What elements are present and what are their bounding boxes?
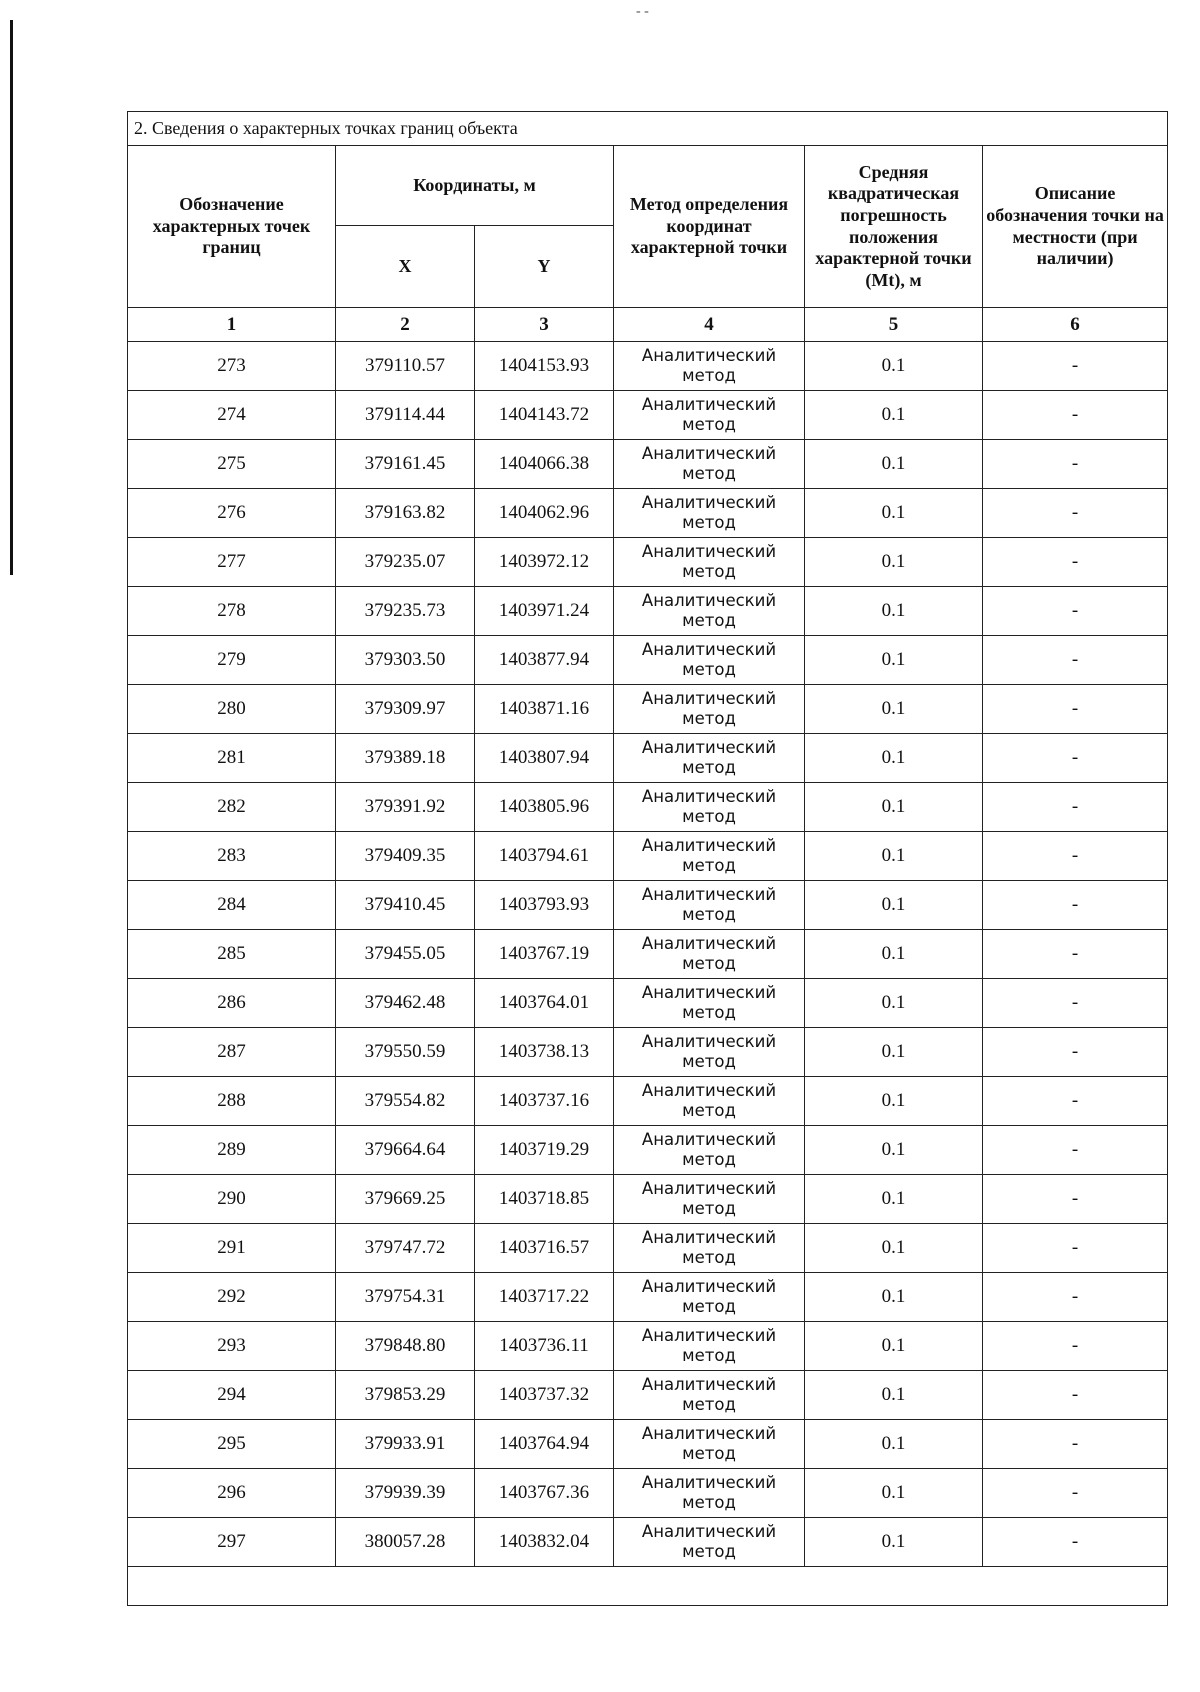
table-body (128, 342, 1168, 1567)
error-value-cell: 0.1 (805, 685, 983, 734)
error-value-cell: 0.1 (805, 342, 983, 391)
y-coordinate-cell: 1404143.72 (475, 391, 614, 440)
error-value-cell: 0.1 (805, 832, 983, 881)
column-number: 2 (336, 308, 475, 342)
table-row (128, 1371, 1168, 1420)
description-cell: - (983, 1126, 1168, 1175)
method-cell: Аналитический метод (614, 587, 805, 636)
table-row (128, 1224, 1168, 1273)
description-cell: - (983, 1518, 1168, 1567)
column-number: 6 (983, 308, 1168, 342)
error-value-cell: 0.1 (805, 1273, 983, 1322)
description-cell: - (983, 783, 1168, 832)
table-row (128, 587, 1168, 636)
method-cell: Аналитический метод (614, 440, 805, 489)
method-cell: Аналитический метод (614, 1273, 805, 1322)
point-number-cell: 278 (128, 587, 336, 636)
error-value-cell: 0.1 (805, 1175, 983, 1224)
method-cell: Аналитический метод (614, 342, 805, 391)
header-y: Y (475, 226, 614, 308)
table-row (128, 783, 1168, 832)
table-row (128, 1273, 1168, 1322)
method-cell: Аналитический метод (614, 391, 805, 440)
point-number-cell: 288 (128, 1077, 336, 1126)
table-row (128, 1469, 1168, 1518)
description-cell: - (983, 832, 1168, 881)
y-coordinate-cell: 1403717.22 (475, 1273, 614, 1322)
column-number: 3 (475, 308, 614, 342)
method-cell: Аналитический метод (614, 1469, 805, 1518)
point-number-cell: 281 (128, 734, 336, 783)
method-cell: Аналитический метод (614, 1126, 805, 1175)
error-value-cell: 0.1 (805, 538, 983, 587)
y-coordinate-cell: 1403764.01 (475, 979, 614, 1028)
x-coordinate-cell: 379669.25 (336, 1175, 475, 1224)
description-cell: - (983, 342, 1168, 391)
error-value-cell: 0.1 (805, 979, 983, 1028)
error-value-cell: 0.1 (805, 636, 983, 685)
error-value-cell: 0.1 (805, 1322, 983, 1371)
error-value-cell: 0.1 (805, 1028, 983, 1077)
y-coordinate-cell: 1403794.61 (475, 832, 614, 881)
x-coordinate-cell: 379554.82 (336, 1077, 475, 1126)
error-value-cell: 0.1 (805, 783, 983, 832)
y-coordinate-cell: 1403971.24 (475, 587, 614, 636)
method-cell: Аналитический метод (614, 1224, 805, 1273)
x-coordinate-cell: 380057.28 (336, 1518, 475, 1567)
description-cell: - (983, 979, 1168, 1028)
header-coordinates: Координаты, м (336, 146, 614, 226)
method-cell: Аналитический метод (614, 1077, 805, 1126)
table-row (128, 1420, 1168, 1469)
table-row (128, 636, 1168, 685)
x-coordinate-cell: 379161.45 (336, 440, 475, 489)
table-row (128, 979, 1168, 1028)
point-number-cell: 293 (128, 1322, 336, 1371)
method-cell: Аналитический метод (614, 538, 805, 587)
table-row (128, 685, 1168, 734)
y-coordinate-cell: 1403738.13 (475, 1028, 614, 1077)
table-row (128, 1322, 1168, 1371)
error-value-cell: 0.1 (805, 1224, 983, 1273)
point-number-cell: 277 (128, 538, 336, 587)
y-coordinate-cell: 1403737.16 (475, 1077, 614, 1126)
x-coordinate-cell: 379110.57 (336, 342, 475, 391)
error-value-cell: 0.1 (805, 1469, 983, 1518)
point-number-cell: 289 (128, 1126, 336, 1175)
y-coordinate-cell: 1403767.19 (475, 930, 614, 979)
header-method: Метод определения координат характерной точки (614, 146, 805, 308)
x-coordinate-cell: 379309.97 (336, 685, 475, 734)
point-number-cell: 279 (128, 636, 336, 685)
y-coordinate-cell: 1403805.96 (475, 783, 614, 832)
y-coordinate-cell: 1404062.96 (475, 489, 614, 538)
point-number-cell: 287 (128, 1028, 336, 1077)
scan-margin-line (10, 20, 13, 575)
x-coordinate-cell: 379939.39 (336, 1469, 475, 1518)
method-cell: Аналитический метод (614, 783, 805, 832)
y-coordinate-cell: 1403719.29 (475, 1126, 614, 1175)
x-coordinate-cell: 379235.07 (336, 538, 475, 587)
point-number-cell: 276 (128, 489, 336, 538)
error-value-cell: 0.1 (805, 881, 983, 930)
error-value-cell: 0.1 (805, 1420, 983, 1469)
description-cell: - (983, 1175, 1168, 1224)
page-number-mark: - - (636, 4, 649, 19)
table-row (128, 1077, 1168, 1126)
y-coordinate-cell: 1403972.12 (475, 538, 614, 587)
error-value-cell: 0.1 (805, 1371, 983, 1420)
description-cell: - (983, 538, 1168, 587)
description-cell: - (983, 391, 1168, 440)
point-number-cell: 285 (128, 930, 336, 979)
method-cell: Аналитический метод (614, 734, 805, 783)
error-value-cell: 0.1 (805, 734, 983, 783)
x-coordinate-cell: 379114.44 (336, 391, 475, 440)
table-row (128, 930, 1168, 979)
description-cell: - (983, 1371, 1168, 1420)
x-coordinate-cell: 379410.45 (336, 881, 475, 930)
x-coordinate-cell: 379933.91 (336, 1420, 475, 1469)
table-row (128, 1175, 1168, 1224)
point-number-cell: 290 (128, 1175, 336, 1224)
x-coordinate-cell: 379303.50 (336, 636, 475, 685)
point-number-cell: 291 (128, 1224, 336, 1273)
x-coordinate-cell: 379391.92 (336, 783, 475, 832)
x-coordinate-cell: 379462.48 (336, 979, 475, 1028)
point-number-cell: 296 (128, 1469, 336, 1518)
description-cell: - (983, 734, 1168, 783)
description-cell: - (983, 685, 1168, 734)
error-value-cell: 0.1 (805, 391, 983, 440)
error-value-cell: 0.1 (805, 1077, 983, 1126)
description-cell: - (983, 489, 1168, 538)
point-number-cell: 283 (128, 832, 336, 881)
y-coordinate-cell: 1403716.57 (475, 1224, 614, 1273)
x-coordinate-cell: 379848.80 (336, 1322, 475, 1371)
method-cell: Аналитический метод (614, 1175, 805, 1224)
y-coordinate-cell: 1403737.32 (475, 1371, 614, 1420)
empty-footer-row (128, 1567, 1168, 1606)
table-row (128, 881, 1168, 930)
description-cell: - (983, 587, 1168, 636)
point-number-cell: 273 (128, 342, 336, 391)
table-row (128, 1028, 1168, 1077)
x-coordinate-cell: 379754.31 (336, 1273, 475, 1322)
description-cell: - (983, 930, 1168, 979)
point-number-cell: 280 (128, 685, 336, 734)
description-cell: - (983, 1224, 1168, 1273)
column-number: 4 (614, 308, 805, 342)
method-cell: Аналитический метод (614, 1322, 805, 1371)
table-row (128, 1126, 1168, 1175)
point-number-cell: 282 (128, 783, 336, 832)
y-coordinate-cell: 1403877.94 (475, 636, 614, 685)
error-value-cell: 0.1 (805, 587, 983, 636)
x-coordinate-cell: 379235.73 (336, 587, 475, 636)
method-cell: Аналитический метод (614, 685, 805, 734)
description-cell: - (983, 440, 1168, 489)
description-cell: - (983, 1322, 1168, 1371)
table-row (128, 391, 1168, 440)
y-coordinate-cell: 1403718.85 (475, 1175, 614, 1224)
method-cell: Аналитический метод (614, 1028, 805, 1077)
boundary-points-section (127, 111, 1167, 1606)
x-coordinate-cell: 379455.05 (336, 930, 475, 979)
point-number-cell: 297 (128, 1518, 336, 1567)
header-description: Описание обозначения точки на местности (при наличии) (983, 146, 1168, 308)
error-value-cell: 0.1 (805, 489, 983, 538)
description-cell: - (983, 1077, 1168, 1126)
table-row (128, 832, 1168, 881)
table-row (128, 342, 1168, 391)
description-cell: - (983, 1469, 1168, 1518)
description-cell: - (983, 1273, 1168, 1322)
y-coordinate-cell: 1404066.38 (475, 440, 614, 489)
x-coordinate-cell: 379747.72 (336, 1224, 475, 1273)
column-number-row (128, 308, 1168, 342)
header-designation: Обозначение характерных точек границ (128, 146, 336, 308)
point-number-cell: 294 (128, 1371, 336, 1420)
point-number-cell: 295 (128, 1420, 336, 1469)
method-cell: Аналитический метод (614, 930, 805, 979)
method-cell: Аналитический метод (614, 1518, 805, 1567)
table-row (128, 538, 1168, 587)
method-cell: Аналитический метод (614, 489, 805, 538)
y-coordinate-cell: 1403871.16 (475, 685, 614, 734)
y-coordinate-cell: 1403807.94 (475, 734, 614, 783)
method-cell: Аналитический метод (614, 1420, 805, 1469)
boundary-points-table (127, 111, 1168, 1606)
empty-footer-cell (128, 1567, 1168, 1606)
x-coordinate-cell: 379853.29 (336, 1371, 475, 1420)
method-cell: Аналитический метод (614, 1371, 805, 1420)
x-coordinate-cell: 379389.18 (336, 734, 475, 783)
method-cell: Аналитический метод (614, 881, 805, 930)
point-number-cell: 274 (128, 391, 336, 440)
error-value-cell: 0.1 (805, 1518, 983, 1567)
table-row (128, 734, 1168, 783)
description-cell: - (983, 636, 1168, 685)
method-cell: Аналитический метод (614, 979, 805, 1028)
point-number-cell: 275 (128, 440, 336, 489)
description-cell: - (983, 1028, 1168, 1077)
point-number-cell: 292 (128, 1273, 336, 1322)
description-cell: - (983, 1420, 1168, 1469)
x-coordinate-cell: 379550.59 (336, 1028, 475, 1077)
y-coordinate-cell: 1403832.04 (475, 1518, 614, 1567)
section-title: 2. Сведения о характерных точках границ объекта (128, 112, 1168, 146)
column-number: 1 (128, 308, 336, 342)
method-cell: Аналитический метод (614, 832, 805, 881)
header-x: X (336, 226, 475, 308)
y-coordinate-cell: 1403767.36 (475, 1469, 614, 1518)
error-value-cell: 0.1 (805, 440, 983, 489)
y-coordinate-cell: 1403764.94 (475, 1420, 614, 1469)
description-cell: - (983, 881, 1168, 930)
point-number-cell: 286 (128, 979, 336, 1028)
header-error: Средняя квадратическая погрешность положения характерной точки (Mt), м (805, 146, 983, 308)
column-number: 5 (805, 308, 983, 342)
y-coordinate-cell: 1403736.11 (475, 1322, 614, 1371)
y-coordinate-cell: 1403793.93 (475, 881, 614, 930)
table-row (128, 1518, 1168, 1567)
error-value-cell: 0.1 (805, 930, 983, 979)
y-coordinate-cell: 1404153.93 (475, 342, 614, 391)
x-coordinate-cell: 379409.35 (336, 832, 475, 881)
error-value-cell: 0.1 (805, 1126, 983, 1175)
method-cell: Аналитический метод (614, 636, 805, 685)
x-coordinate-cell: 379163.82 (336, 489, 475, 538)
x-coordinate-cell: 379664.64 (336, 1126, 475, 1175)
table-row (128, 489, 1168, 538)
point-number-cell: 284 (128, 881, 336, 930)
table-row (128, 440, 1168, 489)
